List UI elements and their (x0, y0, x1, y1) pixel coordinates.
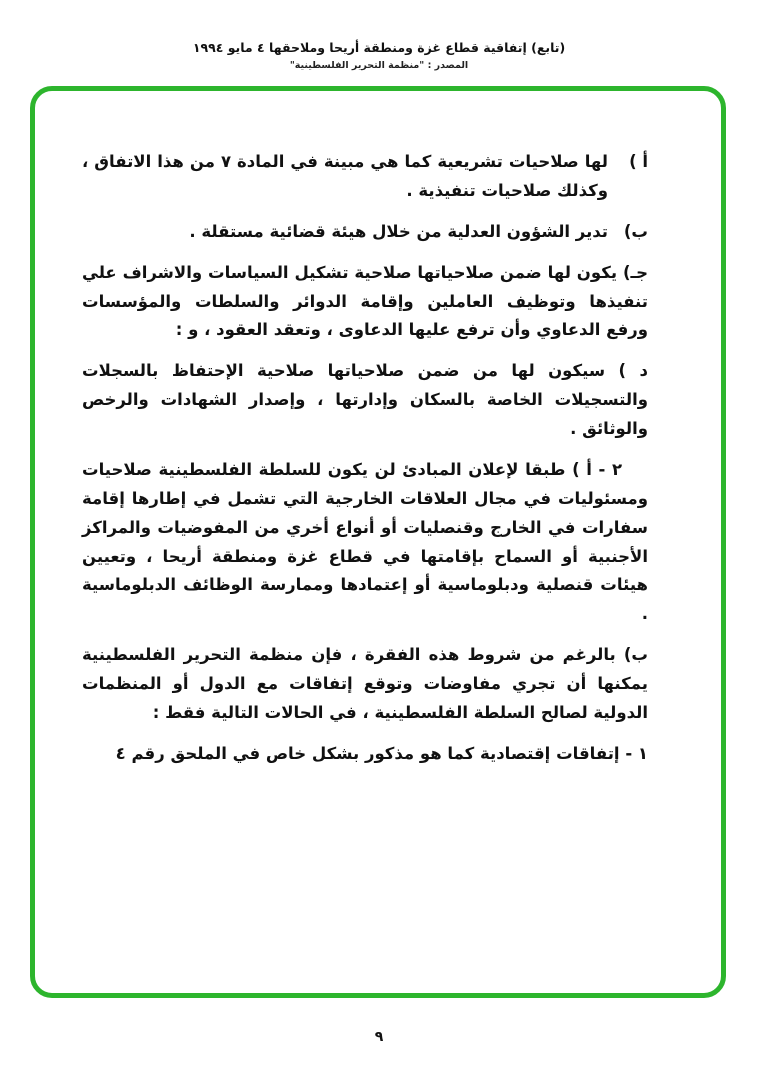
paragraph-marker: أ ) (629, 152, 649, 171)
page-number: ٩ (374, 1029, 384, 1045)
paragraph (82, 259, 648, 346)
paragraph (82, 641, 648, 728)
paragraph-text: لها صلاحيات تشريعية كما هي مبينة في المادة ٧ من هذا الاتفاق ، وكذلك صلاحيات تنفيذية . (82, 152, 609, 200)
paragraph-text: تدير الشؤون العدلية من خلال هيئة قضائية مستقلة . (189, 221, 608, 241)
paragraph-text: بالرغم من شروط هذه الفقرة ، فإن منظمة التحرير الفلسطينية يمكنها أن تجري مفاوضات وتوقع إتفاقات مع الدول أو المنظمات الدولية لصالح السلطة الفلسطينية ، في الحالات التالية فقط : (82, 645, 648, 722)
header-title: (تابع) إتفاقية قطاع غزة ومنطقة أريحا وملاحقها ٤ مايو ١٩٩٤ (192, 40, 566, 55)
paragraph-marker: ١ - (625, 743, 648, 763)
paragraph-marker: د ) (618, 361, 648, 381)
paragraph-text: يكون لها ضمن صلاحياتها صلاحية تشكيل السياسات والاشراف علي تنفيذها وتوظيف العاملين وإقامة الدوائر والسلطات والمؤسسات ورفع الدعاوي وأن ترفع عليها الدعاوى ، وتعقد العقود ، و : (82, 262, 648, 340)
paragraph-text: سيكون لها من ضمن صلاحياتها صلاحية الإحتفاظ بالسجلات والتسجيلات الخاصة بالسكان وإدارتها ، وإصدار الشهادات والرخص والوثائق . (82, 361, 648, 438)
paragraph (82, 456, 648, 629)
paragraph-text: إتفاقات إقتصادية كما هو مذكور بشكل خاص في الملحق رقم ٤ (115, 743, 620, 763)
page-header (0, 40, 758, 71)
paragraph (82, 357, 648, 444)
document-body (82, 148, 648, 781)
paragraph-marker: جـ) (622, 262, 649, 282)
paragraph (82, 740, 648, 769)
paragraph-text: طبقا لإعلان المبادئ لن يكون للسلطة الفلسطينية صلاحيات ومسئوليات في مجال العلاقات الخارجية التي تشمل في إطارها إقامة سفارات في الخارج وقنصليات أو أنواع أخري من المفوضيات والمراكز الأجنبية أو السماح بإقامتها في قطاع غزة ومنطقة أريحا ، وتعيين هيئات قنصلية ودبلوماسية أو إعتمادها وممارسة الوظائف الدبلوماسية . (82, 459, 648, 624)
paragraph (82, 218, 648, 247)
paragraph-marker: ٢ - أ ) (572, 459, 623, 479)
page-footer (0, 1026, 758, 1045)
header-source: المصدر : "منظمة التحرير الفلسطينية" (289, 60, 469, 71)
paragraph-marker: ب) (623, 645, 648, 665)
paragraph-marker: ب) (623, 221, 648, 241)
paragraph (82, 148, 648, 206)
